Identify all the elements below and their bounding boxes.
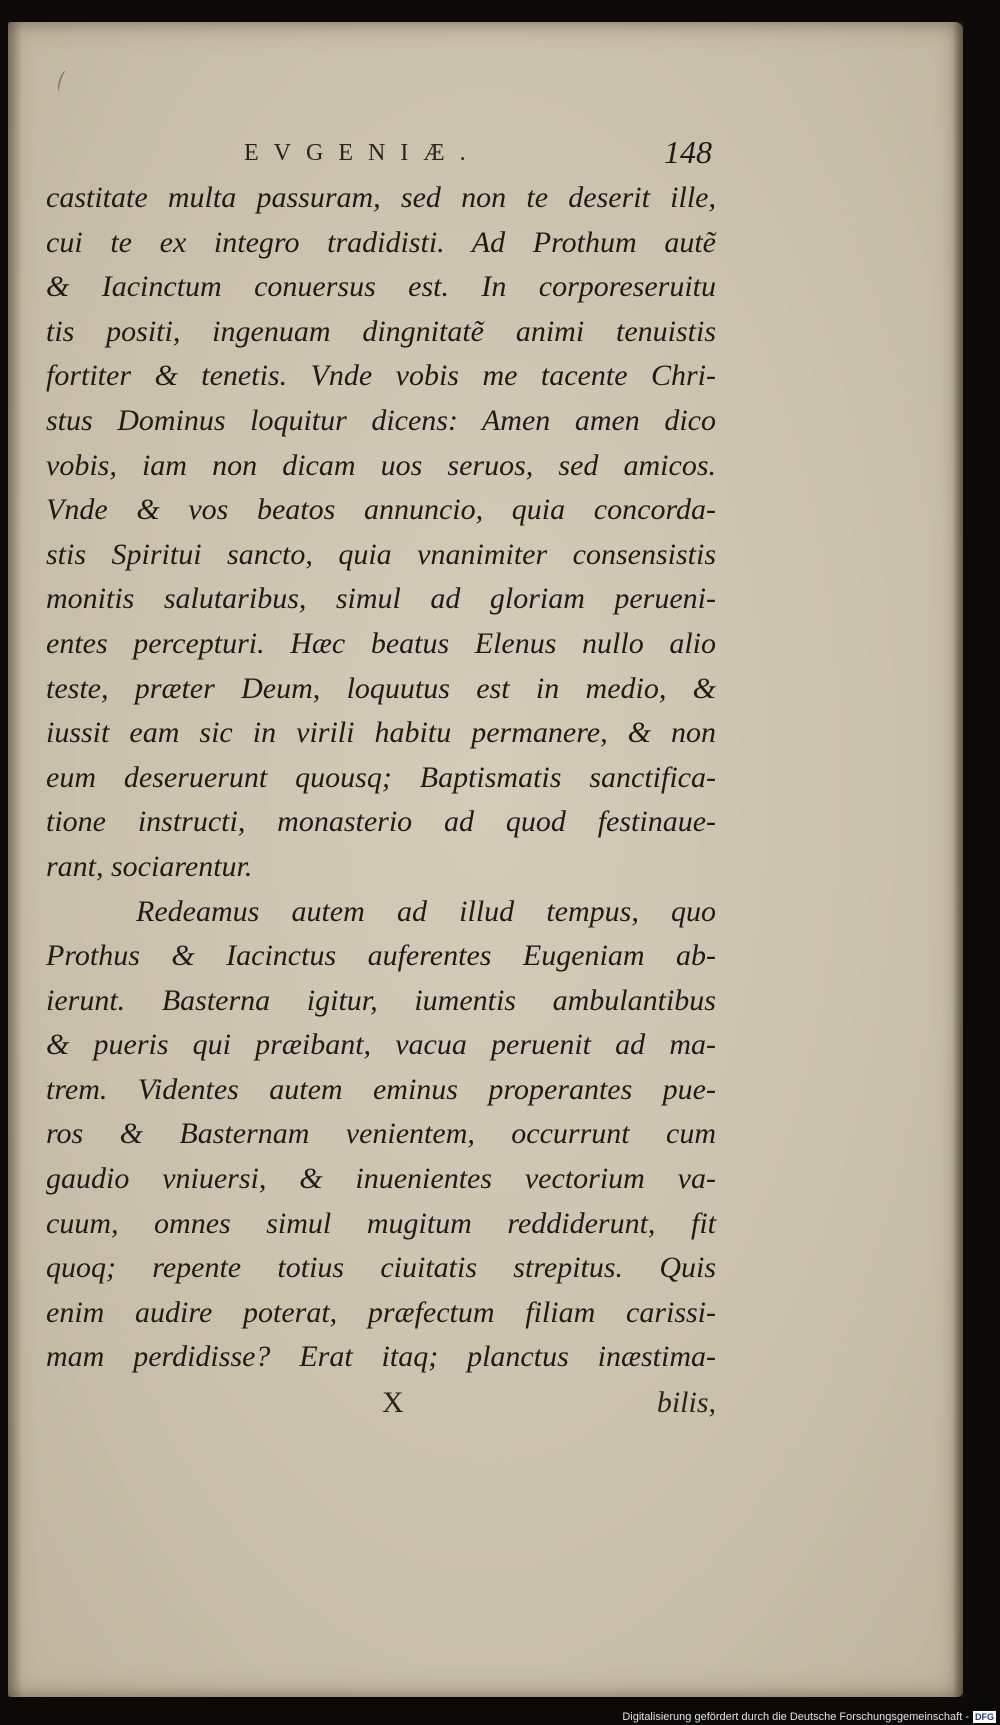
text-line: ros & Basternam venientem, occurrunt cum (46, 1117, 716, 1151)
text-line: entes percepturi. Hæc beatus Elenus nullo alio (46, 626, 716, 660)
text-line: stis Spiritui sancto, quia vnanimiter consensistis (46, 537, 716, 571)
digitization-credit (622, 1711, 996, 1723)
text-line: Prothus & Iacinctus auferentes Eugeniam ab- (46, 939, 716, 973)
text-line: mam perdidisse? Erat itaq; planctus inæstima- (46, 1340, 716, 1374)
page-footer (46, 1386, 716, 1430)
dfg-logo: DFG (975, 1712, 994, 1722)
text-line: iussit eam sic in virili habitu permanere, & non (46, 716, 716, 750)
credit-text: Digitalisierung gefördert durch die Deutsche Forschungsgemeinschaft - (622, 1711, 969, 1723)
text-line: tione instructi, monasterio ad quod festinaue- (46, 805, 716, 839)
margin-mark (56, 69, 70, 92)
text-line: ierunt. Basterna igitur, iumentis ambulantibus (46, 983, 716, 1017)
text-line: cui te ex integro tradidisti. Ad Prothum autẽ (46, 225, 716, 259)
text-line: castitate multa passuram, sed non te deserit ille, (46, 181, 716, 214)
text-line: & Iacinctum conuersus est. In corporeseruitu (46, 270, 716, 304)
signature-mark: X (382, 1386, 404, 1419)
text-line: teste, præter Deum, loquutus est in medio, & (46, 671, 716, 705)
text-line: cuum, omnes simul mugitum reddiderunt, fit (46, 1206, 716, 1240)
text-line: & pueris qui præibant, vacua peruenit ad ma- (46, 1028, 716, 1062)
paragraph-start-line: Redeamus autem ad illud tempus, quo (136, 894, 716, 928)
text-line: gaudio vniuersi, & inuenientes vectorium va- (46, 1162, 716, 1196)
running-head: EVGENIÆ. (244, 140, 481, 166)
text-line: stus Dominus loquitur dicens: Amen amen dico (46, 403, 716, 437)
text-line: eum deseruerunt quousq; Baptismatis sanctifica- (46, 760, 716, 794)
text-line: trem. Videntes autem eminus properantes pue- (46, 1072, 716, 1106)
book-page (8, 22, 963, 1697)
text-line: vobis, iam non dicam uos seruos, sed amicos. (46, 448, 716, 482)
catchword: bilis, (656, 1386, 716, 1419)
text-line: monitis salutaribus, simul ad gloriam perueni- (46, 582, 716, 616)
page-number: 148 (664, 134, 712, 170)
text-block (46, 176, 716, 1380)
text-line: Vnde & vos beatos annuncio, quia concorda- (46, 493, 716, 527)
text-line: rant, sociarentur. (46, 849, 253, 883)
text-line: enim audire poterat, præfectum filiam carissi- (46, 1295, 716, 1329)
text-line: fortiter & tenetis. Vnde vobis me tacente Chri- (46, 359, 716, 393)
text-line: tis positi, ingenuam dingnitatẽ animi tenuistis (46, 314, 716, 348)
text-line: quoq; repente totius ciuitatis strepitus. Quis (46, 1251, 716, 1285)
